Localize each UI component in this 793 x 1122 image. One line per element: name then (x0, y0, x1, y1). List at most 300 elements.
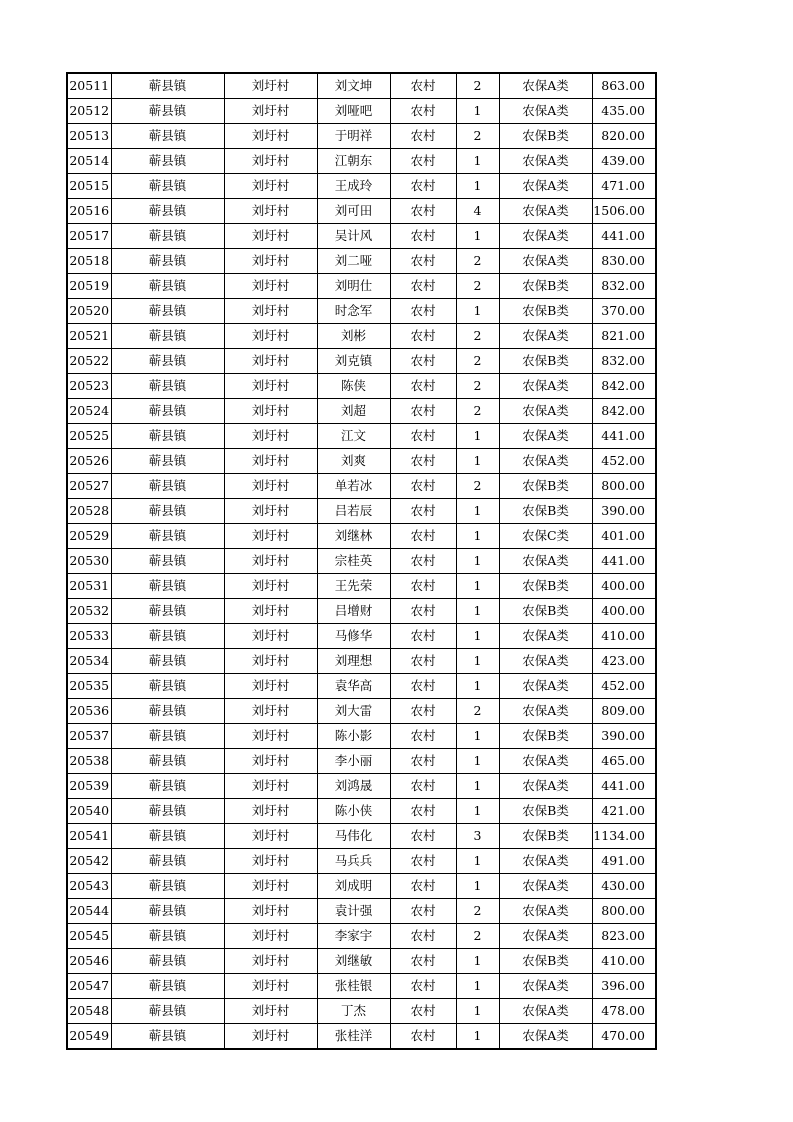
town-cell: 蕲县镇 (111, 449, 224, 474)
town-cell: 蕲县镇 (111, 649, 224, 674)
amount-cell: 370.00 (592, 299, 656, 324)
category-cell: 农保A类 (499, 399, 592, 424)
town-cell: 蕲县镇 (111, 224, 224, 249)
id-cell: 20514 (67, 149, 111, 174)
name-cell: 时念军 (317, 299, 390, 324)
name-cell: 陈小影 (317, 724, 390, 749)
town-cell: 蕲县镇 (111, 99, 224, 124)
id-cell: 20535 (67, 674, 111, 699)
id-cell: 20522 (67, 349, 111, 374)
id-cell: 20521 (67, 324, 111, 349)
area-cell: 农村 (390, 399, 456, 424)
amount-cell: 421.00 (592, 799, 656, 824)
category-cell: 农保A类 (499, 449, 592, 474)
village-cell: 刘圩村 (224, 899, 317, 924)
id-cell: 20516 (67, 199, 111, 224)
count-cell: 3 (456, 824, 499, 849)
count-cell: 1 (456, 799, 499, 824)
table-row (67, 649, 656, 674)
name-cell: 吕若辰 (317, 499, 390, 524)
id-cell: 20524 (67, 399, 111, 424)
amount-cell: 832.00 (592, 349, 656, 374)
category-cell: 农保A类 (499, 774, 592, 799)
category-cell: 农保A类 (499, 324, 592, 349)
name-cell: 刘文坤 (317, 73, 390, 99)
count-cell: 2 (456, 274, 499, 299)
town-cell: 蕲县镇 (111, 574, 224, 599)
name-cell: 吴计风 (317, 224, 390, 249)
area-cell: 农村 (390, 99, 456, 124)
name-cell: 江朝东 (317, 149, 390, 174)
amount-cell: 832.00 (592, 274, 656, 299)
name-cell: 陈侠 (317, 374, 390, 399)
village-cell: 刘圩村 (224, 449, 317, 474)
name-cell: 马修华 (317, 624, 390, 649)
town-cell: 蕲县镇 (111, 724, 224, 749)
town-cell: 蕲县镇 (111, 299, 224, 324)
village-cell: 刘圩村 (224, 374, 317, 399)
count-cell: 2 (456, 349, 499, 374)
id-cell: 20528 (67, 499, 111, 524)
table-row (67, 249, 656, 274)
area-cell: 农村 (390, 949, 456, 974)
town-cell: 蕲县镇 (111, 849, 224, 874)
category-cell: 农保A类 (499, 849, 592, 874)
table-row (67, 924, 656, 949)
count-cell: 1 (456, 424, 499, 449)
count-cell: 2 (456, 474, 499, 499)
id-cell: 20511 (67, 73, 111, 99)
category-cell: 农保A类 (499, 199, 592, 224)
table-row (67, 699, 656, 724)
category-cell: 农保A类 (499, 649, 592, 674)
count-cell: 1 (456, 1024, 499, 1050)
town-cell: 蕲县镇 (111, 624, 224, 649)
category-cell: 农保A类 (499, 149, 592, 174)
count-cell: 2 (456, 374, 499, 399)
table-row (67, 874, 656, 899)
table-row (67, 1024, 656, 1050)
count-cell: 1 (456, 949, 499, 974)
category-cell: 农保B类 (499, 799, 592, 824)
count-cell: 1 (456, 449, 499, 474)
name-cell: 刘二哑 (317, 249, 390, 274)
category-cell: 农保C类 (499, 524, 592, 549)
area-cell: 农村 (390, 524, 456, 549)
count-cell: 1 (456, 774, 499, 799)
id-cell: 20544 (67, 899, 111, 924)
name-cell: 马兵兵 (317, 849, 390, 874)
id-cell: 20546 (67, 949, 111, 974)
amount-cell: 800.00 (592, 899, 656, 924)
id-cell: 20515 (67, 174, 111, 199)
name-cell: 刘克镇 (317, 349, 390, 374)
amount-cell: 470.00 (592, 1024, 656, 1050)
count-cell: 2 (456, 73, 499, 99)
id-cell: 20540 (67, 799, 111, 824)
town-cell: 蕲县镇 (111, 749, 224, 774)
category-cell: 农保A类 (499, 1024, 592, 1050)
data-table (66, 72, 657, 1050)
id-cell: 20534 (67, 649, 111, 674)
town-cell: 蕲县镇 (111, 324, 224, 349)
village-cell: 刘圩村 (224, 924, 317, 949)
category-cell: 农保A类 (499, 174, 592, 199)
table-row (67, 624, 656, 649)
area-cell: 农村 (390, 374, 456, 399)
category-cell: 农保B类 (499, 274, 592, 299)
id-cell: 20533 (67, 624, 111, 649)
category-cell: 农保A类 (499, 424, 592, 449)
village-cell: 刘圩村 (224, 674, 317, 699)
name-cell: 袁计强 (317, 899, 390, 924)
count-cell: 2 (456, 249, 499, 274)
name-cell: 于明祥 (317, 124, 390, 149)
category-cell: 农保A类 (499, 974, 592, 999)
name-cell: 李家宇 (317, 924, 390, 949)
id-cell: 20547 (67, 974, 111, 999)
area-cell: 农村 (390, 849, 456, 874)
name-cell: 袁华高 (317, 674, 390, 699)
category-cell: 农保B类 (499, 349, 592, 374)
town-cell: 蕲县镇 (111, 124, 224, 149)
table-row (67, 349, 656, 374)
area-cell: 农村 (390, 324, 456, 349)
area-cell: 农村 (390, 924, 456, 949)
table-row (67, 224, 656, 249)
area-cell: 农村 (390, 574, 456, 599)
amount-cell: 410.00 (592, 949, 656, 974)
name-cell: 马伟化 (317, 824, 390, 849)
area-cell: 农村 (390, 224, 456, 249)
town-cell: 蕲县镇 (111, 674, 224, 699)
table-row (67, 799, 656, 824)
table-row (67, 974, 656, 999)
table-row (67, 99, 656, 124)
table-row (67, 424, 656, 449)
town-cell: 蕲县镇 (111, 499, 224, 524)
table-row (67, 274, 656, 299)
village-cell: 刘圩村 (224, 99, 317, 124)
village-cell: 刘圩村 (224, 649, 317, 674)
id-cell: 20520 (67, 299, 111, 324)
name-cell: 江文 (317, 424, 390, 449)
name-cell: 张桂银 (317, 974, 390, 999)
town-cell: 蕲县镇 (111, 1024, 224, 1050)
amount-cell: 1506.00 (592, 199, 656, 224)
village-cell: 刘圩村 (224, 199, 317, 224)
name-cell: 陈小侠 (317, 799, 390, 824)
town-cell: 蕲县镇 (111, 549, 224, 574)
count-cell: 2 (456, 399, 499, 424)
amount-cell: 821.00 (592, 324, 656, 349)
area-cell: 农村 (390, 424, 456, 449)
count-cell: 2 (456, 699, 499, 724)
count-cell: 2 (456, 924, 499, 949)
table-row (67, 599, 656, 624)
name-cell: 王成玲 (317, 174, 390, 199)
amount-cell: 452.00 (592, 449, 656, 474)
count-cell: 1 (456, 599, 499, 624)
village-cell: 刘圩村 (224, 149, 317, 174)
area-cell: 农村 (390, 199, 456, 224)
table-row (67, 849, 656, 874)
table-row (67, 499, 656, 524)
area-cell: 农村 (390, 449, 456, 474)
name-cell: 刘成明 (317, 874, 390, 899)
amount-cell: 452.00 (592, 674, 656, 699)
table-row (67, 749, 656, 774)
category-cell: 农保A类 (499, 999, 592, 1024)
count-cell: 2 (456, 899, 499, 924)
amount-cell: 441.00 (592, 549, 656, 574)
town-cell: 蕲县镇 (111, 699, 224, 724)
id-cell: 20519 (67, 274, 111, 299)
area-cell: 农村 (390, 874, 456, 899)
id-cell: 20523 (67, 374, 111, 399)
village-cell: 刘圩村 (224, 824, 317, 849)
area-cell: 农村 (390, 624, 456, 649)
id-cell: 20541 (67, 824, 111, 849)
town-cell: 蕲县镇 (111, 599, 224, 624)
id-cell: 20513 (67, 124, 111, 149)
table-row (67, 174, 656, 199)
area-cell: 农村 (390, 149, 456, 174)
count-cell: 1 (456, 849, 499, 874)
area-cell: 农村 (390, 774, 456, 799)
village-cell: 刘圩村 (224, 749, 317, 774)
town-cell: 蕲县镇 (111, 424, 224, 449)
amount-cell: 842.00 (592, 374, 656, 399)
id-cell: 20526 (67, 449, 111, 474)
count-cell: 4 (456, 199, 499, 224)
table-row (67, 124, 656, 149)
count-cell: 2 (456, 124, 499, 149)
category-cell: 农保B类 (499, 474, 592, 499)
name-cell: 刘大雷 (317, 699, 390, 724)
village-cell: 刘圩村 (224, 549, 317, 574)
area-cell: 农村 (390, 73, 456, 99)
area-cell: 农村 (390, 174, 456, 199)
village-cell: 刘圩村 (224, 874, 317, 899)
amount-cell: 423.00 (592, 649, 656, 674)
area-cell: 农村 (390, 599, 456, 624)
area-cell: 农村 (390, 674, 456, 699)
table-row (67, 73, 656, 99)
amount-cell: 478.00 (592, 999, 656, 1024)
amount-cell: 390.00 (592, 724, 656, 749)
area-cell: 农村 (390, 124, 456, 149)
amount-cell: 465.00 (592, 749, 656, 774)
town-cell: 蕲县镇 (111, 474, 224, 499)
table-row (67, 399, 656, 424)
name-cell: 宗桂英 (317, 549, 390, 574)
table-row (67, 774, 656, 799)
category-cell: 农保A类 (499, 73, 592, 99)
id-cell: 20543 (67, 874, 111, 899)
table-row (67, 149, 656, 174)
category-cell: 农保A类 (499, 699, 592, 724)
village-cell: 刘圩村 (224, 499, 317, 524)
village-cell: 刘圩村 (224, 1024, 317, 1050)
village-cell: 刘圩村 (224, 174, 317, 199)
area-cell: 农村 (390, 974, 456, 999)
village-cell: 刘圩村 (224, 299, 317, 324)
id-cell: 20548 (67, 999, 111, 1024)
village-cell: 刘圩村 (224, 474, 317, 499)
name-cell: 刘超 (317, 399, 390, 424)
category-cell: 农保A类 (499, 249, 592, 274)
count-cell: 1 (456, 524, 499, 549)
count-cell: 2 (456, 324, 499, 349)
name-cell: 王先荣 (317, 574, 390, 599)
table-row (67, 324, 656, 349)
table-row (67, 724, 656, 749)
area-cell: 农村 (390, 299, 456, 324)
name-cell: 刘彬 (317, 324, 390, 349)
amount-cell: 439.00 (592, 149, 656, 174)
category-cell: 农保B类 (499, 949, 592, 974)
amount-cell: 441.00 (592, 774, 656, 799)
town-cell: 蕲县镇 (111, 899, 224, 924)
name-cell: 单若冰 (317, 474, 390, 499)
area-cell: 农村 (390, 474, 456, 499)
village-cell: 刘圩村 (224, 399, 317, 424)
category-cell: 农保B类 (499, 499, 592, 524)
village-cell: 刘圩村 (224, 574, 317, 599)
town-cell: 蕲县镇 (111, 199, 224, 224)
category-cell: 农保B类 (499, 574, 592, 599)
name-cell: 吕增财 (317, 599, 390, 624)
count-cell: 1 (456, 749, 499, 774)
count-cell: 1 (456, 649, 499, 674)
table-row (67, 674, 656, 699)
town-cell: 蕲县镇 (111, 799, 224, 824)
town-cell: 蕲县镇 (111, 524, 224, 549)
table-row (67, 824, 656, 849)
name-cell: 刘继林 (317, 524, 390, 549)
town-cell: 蕲县镇 (111, 349, 224, 374)
amount-cell: 410.00 (592, 624, 656, 649)
category-cell: 农保A类 (499, 99, 592, 124)
village-cell: 刘圩村 (224, 699, 317, 724)
category-cell: 农保B类 (499, 124, 592, 149)
category-cell: 农保A类 (499, 224, 592, 249)
name-cell: 刘爽 (317, 449, 390, 474)
village-cell: 刘圩村 (224, 73, 317, 99)
village-cell: 刘圩村 (224, 124, 317, 149)
table-row (67, 899, 656, 924)
count-cell: 1 (456, 549, 499, 574)
village-cell: 刘圩村 (224, 324, 317, 349)
town-cell: 蕲县镇 (111, 874, 224, 899)
table-row (67, 999, 656, 1024)
area-cell: 农村 (390, 549, 456, 574)
category-cell: 农保A类 (499, 624, 592, 649)
count-cell: 1 (456, 499, 499, 524)
village-cell: 刘圩村 (224, 999, 317, 1024)
table-row (67, 374, 656, 399)
amount-cell: 820.00 (592, 124, 656, 149)
id-cell: 20539 (67, 774, 111, 799)
id-cell: 20542 (67, 849, 111, 874)
village-cell: 刘圩村 (224, 349, 317, 374)
category-cell: 农保B类 (499, 299, 592, 324)
village-cell: 刘圩村 (224, 524, 317, 549)
category-cell: 农保B类 (499, 824, 592, 849)
count-cell: 1 (456, 174, 499, 199)
id-cell: 20536 (67, 699, 111, 724)
area-cell: 农村 (390, 899, 456, 924)
count-cell: 1 (456, 674, 499, 699)
count-cell: 1 (456, 724, 499, 749)
count-cell: 1 (456, 574, 499, 599)
name-cell: 刘哑吧 (317, 99, 390, 124)
town-cell: 蕲县镇 (111, 999, 224, 1024)
town-cell: 蕲县镇 (111, 399, 224, 424)
village-cell: 刘圩村 (224, 724, 317, 749)
area-cell: 农村 (390, 799, 456, 824)
category-cell: 农保A类 (499, 674, 592, 699)
table-row (67, 199, 656, 224)
area-cell: 农村 (390, 999, 456, 1024)
count-cell: 1 (456, 874, 499, 899)
table-row (67, 299, 656, 324)
village-cell: 刘圩村 (224, 774, 317, 799)
count-cell: 1 (456, 224, 499, 249)
amount-cell: 471.00 (592, 174, 656, 199)
area-cell: 农村 (390, 699, 456, 724)
count-cell: 1 (456, 624, 499, 649)
amount-cell: 491.00 (592, 849, 656, 874)
name-cell: 张桂洋 (317, 1024, 390, 1050)
amount-cell: 823.00 (592, 924, 656, 949)
town-cell: 蕲县镇 (111, 949, 224, 974)
town-cell: 蕲县镇 (111, 73, 224, 99)
village-cell: 刘圩村 (224, 949, 317, 974)
town-cell: 蕲县镇 (111, 974, 224, 999)
id-cell: 20518 (67, 249, 111, 274)
area-cell: 农村 (390, 749, 456, 774)
village-cell: 刘圩村 (224, 624, 317, 649)
amount-cell: 390.00 (592, 499, 656, 524)
village-cell: 刘圩村 (224, 599, 317, 624)
category-cell: 农保B类 (499, 599, 592, 624)
id-cell: 20531 (67, 574, 111, 599)
area-cell: 农村 (390, 724, 456, 749)
amount-cell: 401.00 (592, 524, 656, 549)
name-cell: 刘可田 (317, 199, 390, 224)
area-cell: 农村 (390, 824, 456, 849)
table-body (67, 73, 656, 1049)
village-cell: 刘圩村 (224, 274, 317, 299)
village-cell: 刘圩村 (224, 799, 317, 824)
town-cell: 蕲县镇 (111, 149, 224, 174)
category-cell: 农保A类 (499, 924, 592, 949)
category-cell: 农保A类 (499, 899, 592, 924)
category-cell: 农保A类 (499, 874, 592, 899)
town-cell: 蕲县镇 (111, 774, 224, 799)
count-cell: 1 (456, 974, 499, 999)
area-cell: 农村 (390, 1024, 456, 1050)
town-cell: 蕲县镇 (111, 824, 224, 849)
id-cell: 20512 (67, 99, 111, 124)
id-cell: 20527 (67, 474, 111, 499)
table-row (67, 549, 656, 574)
amount-cell: 435.00 (592, 99, 656, 124)
id-cell: 20530 (67, 549, 111, 574)
name-cell: 刘理想 (317, 649, 390, 674)
